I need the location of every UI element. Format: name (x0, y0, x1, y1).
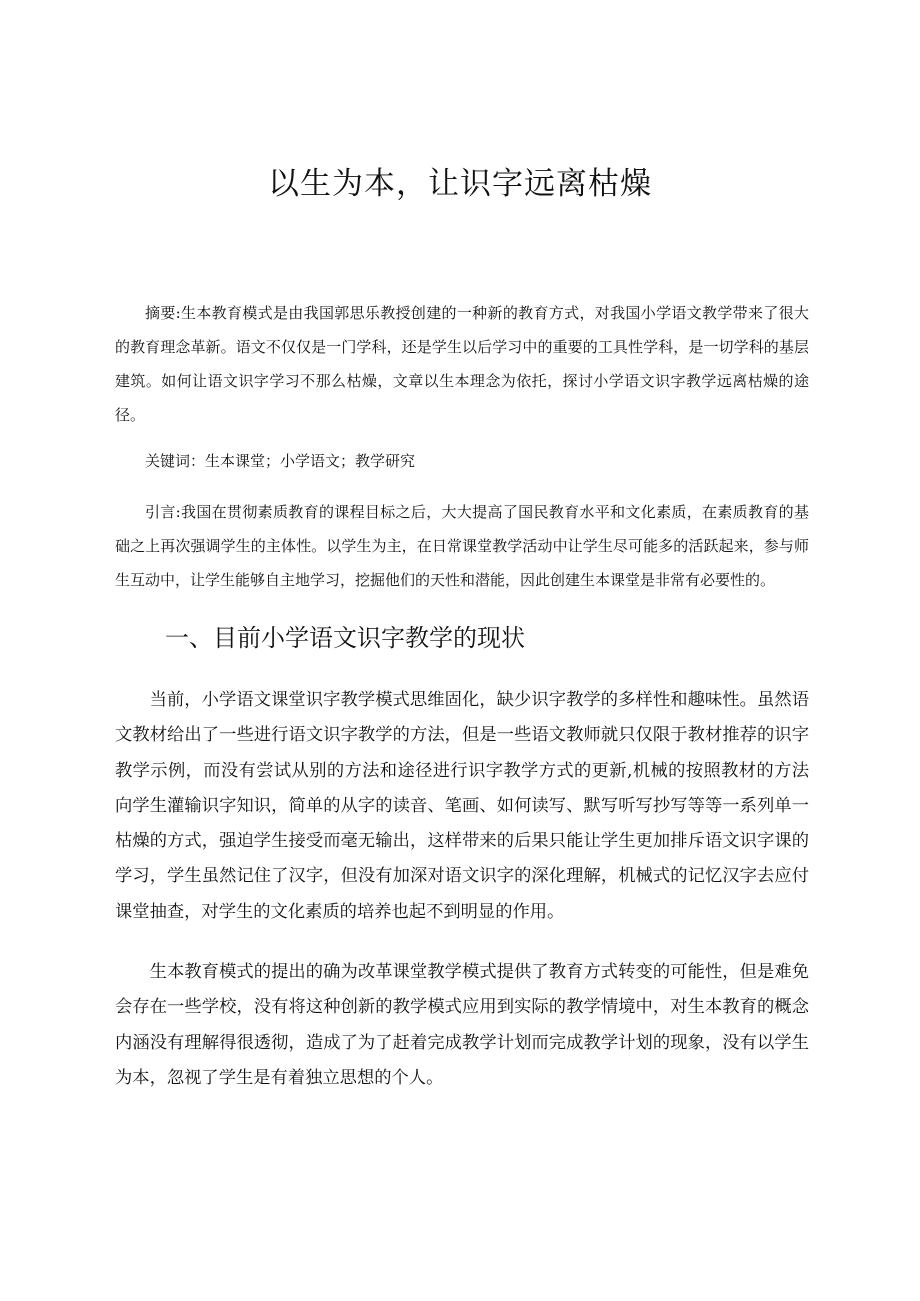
section-paragraph-1: 当前，小学语文课堂识字教学模式思维固化，缺少识字教学的多样性和趣味性。虽然语文教材给出了一些进行语文识字教学的方法，但是一些语文教师就只仅限于教材推荐的识字教学示例，而没有尝试从别的方法和途径进行识字教学方式的更新,机械的按照教材的方法向学生灌输识字知识，简单的从字的读音、笔画、如何读写、默写听写抄写等等一系列单一枯燥的方式，强迫学生接受而毫无输出，这样带来的后果只能让学生更加排斥语文识字课的学习，学生虽然记住了汉字，但没有加深对语文识字的深化理解，机械式的记忆汉字去应付课堂抽查，对学生的文化素质的培养也起不到明显的作用。 (115, 690, 809, 922)
introduction-paragraph (115, 495, 809, 597)
abstract-paragraph (115, 296, 809, 432)
introduction-text: 我国在贯彻素质教育的课程目标之后，大大提高了国民教育水平和文化素质，在素质教育的基础之上再次强调学生的主体性。以学生为主，在日常课堂教学活动中让学生尽可能多的活跃起来，参与师生互动中，让学生能够自主地学习，挖掘他们的天性和潜能，因此创建生本课堂是非常有必要性的。 (115, 503, 809, 589)
introduction-label: 引言: (145, 503, 181, 521)
abstract-label: 摘要: (145, 304, 181, 322)
keywords-label: 关键词： (145, 452, 206, 470)
keywords-paragraph (115, 444, 809, 478)
document-title: 以生为本，让识字远离枯燥 (268, 166, 652, 202)
keywords-text: 生本课堂；小学语文；教学研究 (205, 452, 416, 470)
section-heading: 一、目前小学语文识字教学的现状 (165, 624, 525, 652)
abstract-text: 生本教育模式是由我国郭思乐教授创建的一种新的教育方式，对我国小学语文教学带来了很大的教育理念革新。语文不仅仅是一门学科，还是学生以后学习中的重要的工具性学科，是一切学科的基层建筑。如何让语文识字学习不那么枯燥，文章以生本理念为依托，探讨小学语文识字教学远离枯燥的途径。 (115, 304, 809, 424)
section-paragraph-2: 生本教育模式的提出的确为改革课堂教学模式提供了教育方式转变的可能性，但是难免会存在一些学校，没有将这种创新的教学模式应用到实际的教学情境中，对生本教育的概念内涵没有理解得很透彻，造成了为了赶着完成教学计划而完成教学计划的现象，没有以学生为本，忽视了学生是有着独立思想的个人。 (115, 962, 809, 1088)
